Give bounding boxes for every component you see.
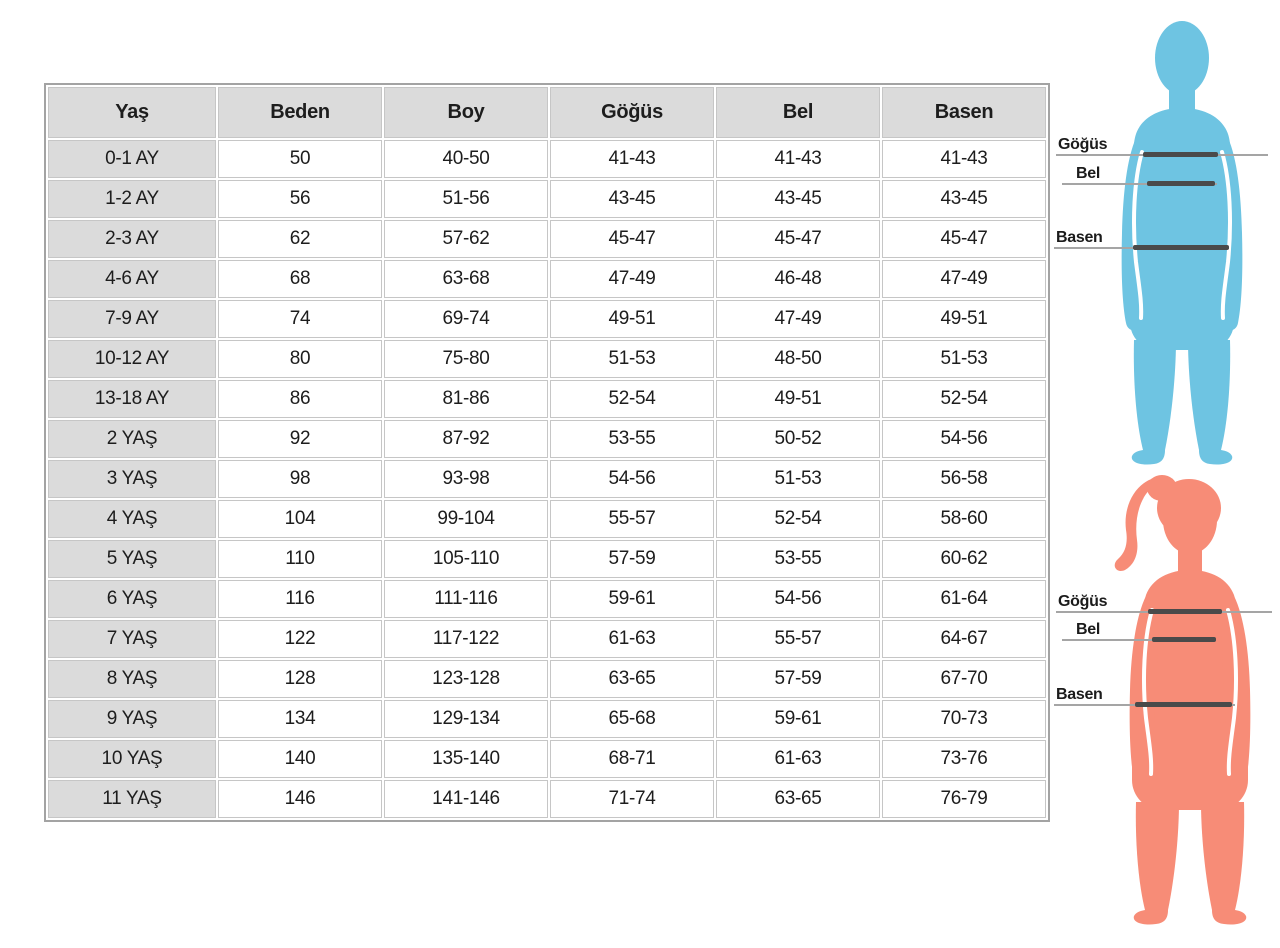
- boy-silhouette-shape: [1122, 21, 1243, 465]
- value-cell: 80: [218, 340, 382, 378]
- value-cell: 50: [218, 140, 382, 178]
- value-cell: 45-47: [882, 220, 1046, 258]
- waist-label-bottom: Bel: [1076, 621, 1100, 638]
- value-cell: 71-74: [550, 780, 714, 818]
- value-cell: 68-71: [550, 740, 714, 778]
- value-cell: 67-70: [882, 660, 1046, 698]
- value-cell: 57-59: [550, 540, 714, 578]
- value-cell: 56: [218, 180, 382, 218]
- value-cell: 146: [218, 780, 382, 818]
- value-cell: 61-64: [882, 580, 1046, 618]
- value-cell: 117-122: [384, 620, 548, 658]
- value-cell: 92: [218, 420, 382, 458]
- age-cell: 4 YAŞ: [48, 500, 216, 538]
- hip-label-top: Basen: [1056, 229, 1103, 246]
- size-table-body: [48, 140, 1046, 818]
- age-cell: 8 YAŞ: [48, 660, 216, 698]
- value-cell: 46-48: [716, 260, 880, 298]
- value-cell: 51-56: [384, 180, 548, 218]
- waist-measure-line-bottom: [1152, 637, 1216, 642]
- age-cell: 3 YAŞ: [48, 460, 216, 498]
- value-cell: 116: [218, 580, 382, 618]
- value-cell: 60-62: [882, 540, 1046, 578]
- chest-measure-line-top: [1143, 152, 1218, 157]
- table-row: [48, 300, 1046, 338]
- age-cell: 10 YAŞ: [48, 740, 216, 778]
- value-cell: 135-140: [384, 740, 548, 778]
- value-cell: 69-74: [384, 300, 548, 338]
- value-cell: 48-50: [716, 340, 880, 378]
- table-row: [48, 540, 1046, 578]
- value-cell: 64-67: [882, 620, 1046, 658]
- value-cell: 47-49: [882, 260, 1046, 298]
- table-row: [48, 380, 1046, 418]
- value-cell: 141-146: [384, 780, 548, 818]
- column-header-0: Yaş: [48, 87, 216, 138]
- table-row: [48, 220, 1046, 258]
- value-cell: 98: [218, 460, 382, 498]
- value-cell: 49-51: [550, 300, 714, 338]
- column-header-3: Göğüs: [550, 87, 714, 138]
- value-cell: 99-104: [384, 500, 548, 538]
- value-cell: 56-58: [882, 460, 1046, 498]
- value-cell: 65-68: [550, 700, 714, 738]
- value-cell: 55-57: [716, 620, 880, 658]
- chest-label-bottom: Göğüs: [1058, 593, 1108, 610]
- value-cell: 74: [218, 300, 382, 338]
- value-cell: 93-98: [384, 460, 548, 498]
- value-cell: 76-79: [882, 780, 1046, 818]
- value-cell: 134: [218, 700, 382, 738]
- value-cell: 68: [218, 260, 382, 298]
- value-cell: 129-134: [384, 700, 548, 738]
- value-cell: 41-43: [882, 140, 1046, 178]
- value-cell: 63-65: [716, 780, 880, 818]
- value-cell: 43-45: [882, 180, 1046, 218]
- value-cell: 54-56: [716, 580, 880, 618]
- hip-measure-line-bottom: [1135, 702, 1232, 707]
- age-cell: 2 YAŞ: [48, 420, 216, 458]
- value-cell: 51-53: [550, 340, 714, 378]
- value-cell: 54-56: [882, 420, 1046, 458]
- age-cell: 13-18 AY: [48, 380, 216, 418]
- value-cell: 110: [218, 540, 382, 578]
- value-cell: 122: [218, 620, 382, 658]
- value-cell: 61-63: [716, 740, 880, 778]
- value-cell: 43-45: [550, 180, 714, 218]
- value-cell: 52-54: [716, 500, 880, 538]
- value-cell: 52-54: [550, 380, 714, 418]
- value-cell: 105-110: [384, 540, 548, 578]
- value-cell: 75-80: [384, 340, 548, 378]
- value-cell: 128: [218, 660, 382, 698]
- value-cell: 51-53: [716, 460, 880, 498]
- value-cell: 63-68: [384, 260, 548, 298]
- value-cell: 58-60: [882, 500, 1046, 538]
- table-row: [48, 420, 1046, 458]
- table-row: [48, 500, 1046, 538]
- hip-measure-line-top: [1133, 245, 1229, 250]
- value-cell: 41-43: [716, 140, 880, 178]
- value-cell: 40-50: [384, 140, 548, 178]
- table-row: [48, 260, 1046, 298]
- hip-label-bottom: Basen: [1056, 686, 1103, 703]
- value-cell: 73-76: [882, 740, 1046, 778]
- value-cell: 81-86: [384, 380, 548, 418]
- waist-label-top: Bel: [1076, 165, 1100, 182]
- value-cell: 43-45: [716, 180, 880, 218]
- value-cell: 111-116: [384, 580, 548, 618]
- age-cell: 9 YAŞ: [48, 700, 216, 738]
- table-row: [48, 620, 1046, 658]
- value-cell: 49-51: [882, 300, 1046, 338]
- value-cell: 86: [218, 380, 382, 418]
- age-cell: 2-3 AY: [48, 220, 216, 258]
- age-cell: 11 YAŞ: [48, 780, 216, 818]
- value-cell: 53-55: [550, 420, 714, 458]
- size-table: [44, 83, 1050, 822]
- value-cell: 140: [218, 740, 382, 778]
- age-cell: 7 YAŞ: [48, 620, 216, 658]
- age-cell: 6 YAŞ: [48, 580, 216, 618]
- boy-silhouette-figure: [1118, 18, 1246, 470]
- table-row: [48, 340, 1046, 378]
- table-row: [48, 740, 1046, 778]
- value-cell: 45-47: [716, 220, 880, 258]
- table-row: [48, 660, 1046, 698]
- age-cell: 1-2 AY: [48, 180, 216, 218]
- table-row: [48, 140, 1046, 178]
- value-cell: 63-65: [550, 660, 714, 698]
- column-header-5: Basen: [882, 87, 1046, 138]
- age-cell: 5 YAŞ: [48, 540, 216, 578]
- value-cell: 123-128: [384, 660, 548, 698]
- column-header-4: Bel: [716, 87, 880, 138]
- value-cell: 59-61: [716, 700, 880, 738]
- table-header-row: [48, 87, 1046, 138]
- age-cell: 0-1 AY: [48, 140, 216, 178]
- column-header-1: Beden: [218, 87, 382, 138]
- value-cell: 55-57: [550, 500, 714, 538]
- value-cell: 49-51: [716, 380, 880, 418]
- value-cell: 45-47: [550, 220, 714, 258]
- table-row: [48, 180, 1046, 218]
- value-cell: 62: [218, 220, 382, 258]
- table-row: [48, 460, 1046, 498]
- value-cell: 57-62: [384, 220, 548, 258]
- value-cell: 51-53: [882, 340, 1046, 378]
- value-cell: 52-54: [882, 380, 1046, 418]
- value-cell: 41-43: [550, 140, 714, 178]
- table-row: [48, 700, 1046, 738]
- figure-panel: [1050, 0, 1280, 948]
- table-row: [48, 580, 1046, 618]
- value-cell: 61-63: [550, 620, 714, 658]
- age-cell: 7-9 AY: [48, 300, 216, 338]
- value-cell: 53-55: [716, 540, 880, 578]
- value-cell: 104: [218, 500, 382, 538]
- value-cell: 47-49: [550, 260, 714, 298]
- value-cell: 70-73: [882, 700, 1046, 738]
- value-cell: 57-59: [716, 660, 880, 698]
- value-cell: 54-56: [550, 460, 714, 498]
- value-cell: 87-92: [384, 420, 548, 458]
- age-cell: 4-6 AY: [48, 260, 216, 298]
- chest-measure-line-bottom: [1148, 609, 1222, 614]
- value-cell: 47-49: [716, 300, 880, 338]
- chest-label-top: Göğüs: [1058, 136, 1108, 153]
- value-cell: 59-61: [550, 580, 714, 618]
- value-cell: 50-52: [716, 420, 880, 458]
- girl-silhouette-shape: [1115, 475, 1251, 925]
- table-row: [48, 780, 1046, 818]
- column-header-2: Boy: [384, 87, 548, 138]
- age-cell: 10-12 AY: [48, 340, 216, 378]
- waist-measure-line-top: [1147, 181, 1215, 186]
